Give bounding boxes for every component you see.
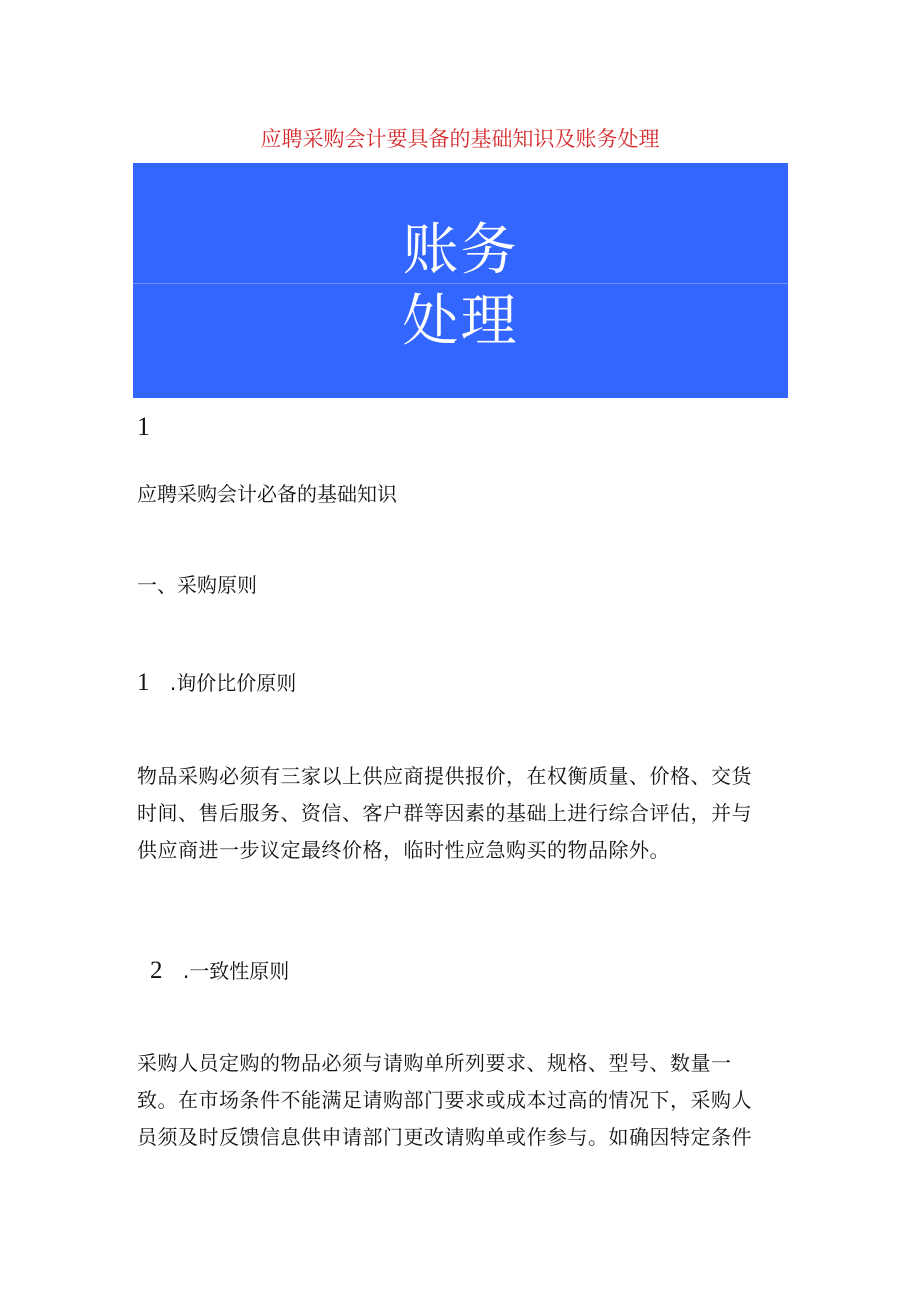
paragraph-line: 致。在市场条件不能满足请购部门要求或成本过高的情况下，采购人 bbox=[137, 1088, 752, 1112]
section-heading-purchase-principles: 一、采购原则 bbox=[137, 573, 257, 597]
banner-text-line-2: 处理 bbox=[402, 289, 519, 354]
paragraph-1 bbox=[137, 758, 797, 869]
subtitle: 应聘采购会计必备的基础知识 bbox=[137, 482, 397, 506]
paragraph-line: 物品采购必须有三家以上供应商提供报价，在权衡质量、价格、交货 bbox=[137, 764, 752, 788]
paragraph-line: 采购人员定购的物品必须与请购单所列要求、规格、型号、数量一 bbox=[137, 1051, 732, 1075]
cover-banner bbox=[133, 163, 788, 398]
item-number-1: 1 bbox=[137, 669, 150, 696]
item-title-1: .询价比价原则 bbox=[169, 671, 297, 695]
item-heading-2 bbox=[150, 956, 289, 986]
paragraph-2 bbox=[137, 1045, 797, 1156]
paragraph-line: 时间、售后服务、资信、客户群等因素的基础上进行综合评估，并与 bbox=[137, 801, 752, 825]
item-heading-1 bbox=[137, 668, 296, 698]
paragraph-line: 员须及时反馈信息供申请部门更改请购单或作参与。如确因特定条件 bbox=[137, 1125, 752, 1149]
banner-text-line-1: 账务 bbox=[402, 218, 519, 283]
banner-divider bbox=[133, 283, 788, 284]
document-title: 应聘采购会计要具备的基础知识及账务处理 bbox=[260, 127, 660, 151]
paragraph-line: 供应商进一步议定最终价格，临时性应急购买的物品除外。 bbox=[137, 838, 670, 862]
item-title-2: .一致性原则 bbox=[182, 959, 290, 983]
item-number-2: 2 bbox=[150, 957, 163, 984]
page-number: 1 bbox=[137, 412, 150, 441]
